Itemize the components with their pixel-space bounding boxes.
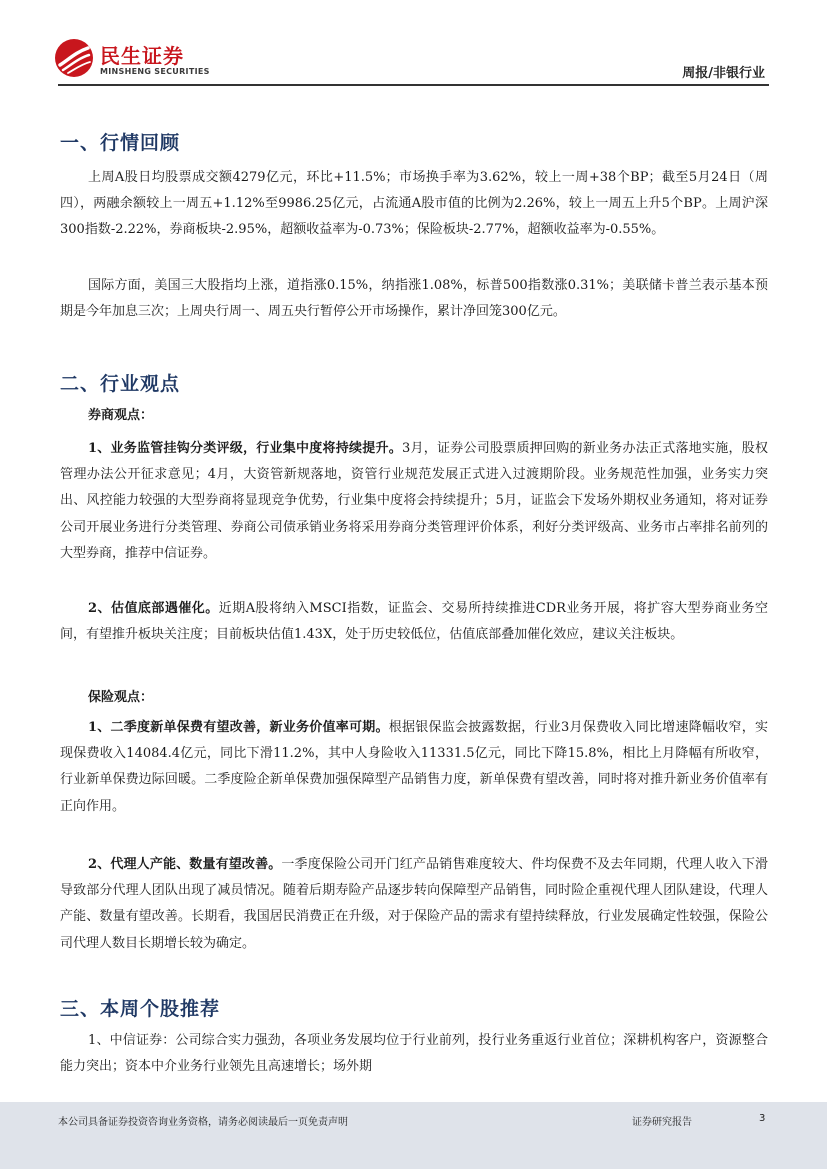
market-paragraph-1: 上周A股日均股票成交额4279亿元，环比+11.5%；市场换手率为3.62%，较上一周+38个BP；截至5月24日（周四），两融余额较上一周五+1.12%至9986.25亿元，占流通A股市值的比例为2.26%，较上一周五上升5个BP。上周沪深300指数-2.22%，券商板块-2.95%，超额收益率为-0.73%；保险板块-2.77%，超额收益率为-0.55%。 xyxy=(60,170,768,238)
market-paragraph-2: 国际方面，美国三大股指均上涨，道指涨0.15%，纳指涨1.08%，标普500指数涨0.31%；美联储卡普兰表示基本预期是今年加息三次；上周央行周一、周五央行暂停公开市场操作，累计净回笼300亿元。 xyxy=(60,278,768,320)
insurance-point-2-heading: 2、代理人产能、数量有望改善。 xyxy=(88,857,282,872)
page-number: 3 xyxy=(759,1113,766,1124)
section-title-stock-picks: 三、本周个股推荐 xyxy=(60,998,221,1020)
insurance-point-2-body: 一季度保险公司开门红产品销售难度较大、件均保费不及去年同期，代理人收入下滑导致部分代理人团队出现了减员情况。随着后期寿险产品逐步转向保障型产品销售，同时险企重视代理人团队建设，代理人产能、数量有望改善。长期看，我国居民消费正在升级，对于保险产品的需求有望持续释放，行业发展确定性较强，保险公司代理人数目长期增长较为确定。 xyxy=(60,857,768,951)
page-footer xyxy=(0,1102,827,1169)
broker-point-2-body: 近期A股将纳入MSCI指数，证监会、交易所持续推进CDR业务开展，将扩容大型券商业务空间，有望推升板块关注度；目前板块估值1.43X，处于历史较低位，估值底部叠加催化效应，建议关注板块。 xyxy=(60,601,768,643)
insurance-point-1-body: 根据银保监会披露数据，行业3月保费收入同比增速降幅收窄，实现保费收入14084.4亿元，同比下滑11.2%，其中人身险收入11331.5亿元，同比下降15.8%，相比上月降幅有所收窄，行业新单保费边际回暖。二季度险企新单保费加强保障型产品销售力度，新单保费有望改善，同时将对推升新业务价值率有正向作用。 xyxy=(60,720,768,814)
section-title-industry-views: 二、行业观点 xyxy=(60,373,181,395)
logo-english-name: MINSHENG SECURITIES xyxy=(100,67,210,76)
broker-point-1-body: 3月，证券公司股票质押回购的新业务办法正式落地实施，股权管理办法公开征求意见；4月，大资管新规落地，资管行业规范发展正式进入过渡期阶段。业务规范性加强，业务实力突出、风控能力较强的大型券商将显现竞争优势，行业集中度将会持续提升；5月，证监会下发场外期权业务通知，将对证券公司开展业务进行分类管理、券商公司债承销业务将采用券商分类管理评价体系，利好分类评级高、业务市占率排名前列的大型券商，推荐中信证券。 xyxy=(60,441,768,561)
stock-pick-paragraph-1: 1、中信证券：公司综合实力强劲，各项业务发展均位于行业前列，投行业务重返行业首位；深耕机构客户，资源整合能力突出；资本中介业务行业领先且高速增长；场外期 xyxy=(60,1033,768,1075)
minsheng-logo xyxy=(54,38,214,82)
page-header xyxy=(0,0,827,90)
footer-document-type: 证券研究报告 xyxy=(632,1117,692,1128)
footer-disclaimer: 本公司具备证券投资咨询业务资格，请务必阅读最后一页免责声明 xyxy=(58,1117,348,1128)
broker-point-1 xyxy=(60,436,768,567)
logo-mark-icon xyxy=(54,38,94,78)
insurance-point-1 xyxy=(60,715,768,820)
broker-point-1-heading: 1、业务监管挂钩分类评级，行业集中度将持续提升。 xyxy=(88,441,403,456)
logo-chinese-name: 民生证券 xyxy=(100,44,184,68)
insurance-point-1-heading: 1、二季度新单保费有望改善，新业务价值率可期。 xyxy=(88,720,389,735)
insurance-point-2 xyxy=(60,852,768,957)
header-divider xyxy=(58,84,769,86)
insurance-views-heading: 保险观点： xyxy=(88,690,154,705)
broker-point-2 xyxy=(60,596,768,648)
broker-views-heading: 券商观点： xyxy=(88,408,154,423)
section-title-market-review: 一、行情回顾 xyxy=(60,132,181,154)
broker-point-2-heading: 2、估值底部遇催化。 xyxy=(88,601,219,616)
report-type-label: 周报/非银行业 xyxy=(682,66,765,81)
